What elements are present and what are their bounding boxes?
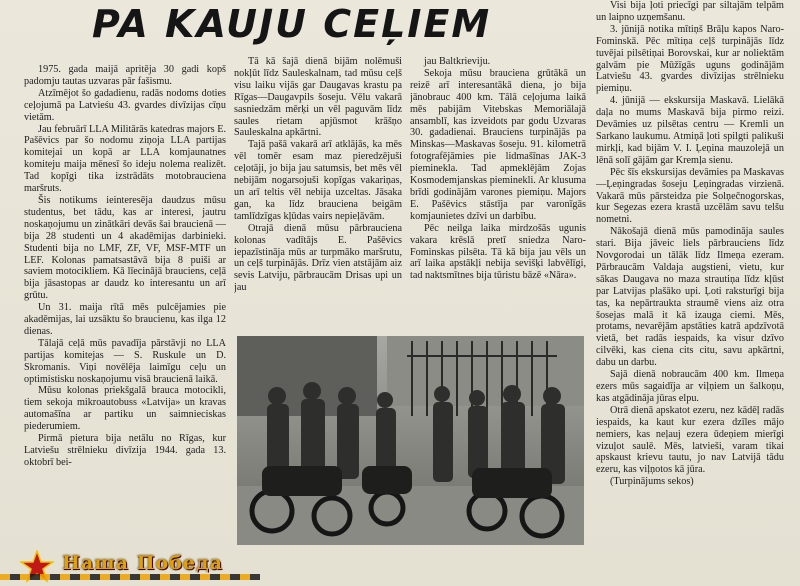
article-paragraph: Pēc neilga laika mirdzošās ugunis vakara krēslā pretī sniedza Naro-Fominskas pilsēta. Tā kā bija jau vēls un arī laika apstākļi nebija sevišķi labvēlīgi, tad naktsmītnes bija tūristu bāzē «Nāra». (410, 222, 586, 282)
article-paragraph: Un 31. maija rītā mēs pulcējamies pie akadēmijas, lai uzsāktu šo braucienu, kas ilga 12 dienas. (24, 302, 226, 337)
article-paragraph: Pirmā pietura bija netālu no Rīgas, kur Latviešu strēlnieku divīzija 1944. gada 13. oktobrī bei- (24, 433, 226, 468)
article-paragraph: Tajā pašā vakarā arī atklājās, ka mēs vēl tomēr esam maz pieredzējuši ceļotāji, jo bija jau satumsis, bet mēs vēl nebijām nogarsojuši kopīgas vakariņas, un arī teltis vēl nebija uzceltas. Jāsaka gan, ka līdz brauciena beigām tamlīdzīgas kļūdas vairs nepieļāvām. (234, 139, 402, 222)
article-paragraph: Pēc šīs ekskursijas devāmies pa Maskavas—Ļeņingradas šoseju Ļeņingradas virzienā. Vakarā mūs pārsteidza pie Solņečnogorskas, kur Segezas ezera krastā uzcēlām savu telšu nometni. (596, 166, 784, 226)
article-paragraph: Nākošajā dienā mūs pamodināja saules stari. Bija jāveic liels pārbrauciens līdz Novgorodai un tālāk līdz Ilmeņa ezeram. Pārbraucām Valdaja augstieni, vietu, kur sākas Daugava no maza strautiņa līdz kļūst par Latvijas plašāko upi. Ļoti raksturīgi bija tas, ka nepārtraukta straumē viens aiz otra šosejas malā it kā izauga ciemi. Mēs, protams, nevarējām apstāties katrā apdzīvotā vietā, bet radās iespaids, ka visur dzīvo cilvēki, kas ciena cits citu, savu apkārtni, dabu un darbu. (596, 226, 784, 369)
article-column-4 (596, 0, 784, 586)
logo-text: Наша Победа (62, 552, 223, 574)
article-paragraph: 4. jūnijā — ekskursija Maskavā. Lielākā daļa no mums Maskavā bija pirmo reizi. Devāmies uz pilsētas centru — Kremli un Sarkano laukumu. Atmiņā ļoti spilgti palikuši mirkļi, kad bijām V. I. Ļeņina mauzolejā un lēnā solī gājām gar Kremļa sienu. (596, 95, 784, 166)
motorcyclists-photo (237, 336, 584, 545)
article-paragraph: Tālajā ceļā mūs pavadīja pārstāvji no LLA partijas komitejas — S. Ruskule un D. Skromanis. Viņi novēlēja laimīgu ceļu un optimistisku noskaņojumu visā braucienā laikā. (24, 337, 226, 385)
article-paragraph: (Turpinājums sekos) (610, 476, 694, 488)
article-column-3 (410, 56, 586, 336)
article-paragraph: Otrajā dienā mūsu pārbrauciena kolonas vadītājs E. Pašēvics iepazīstināja mūs ar turpmāko maršrutu, un ceļš turpinājās. Drīz vien atstājām aiz sevis Latviju, pārbraucām Drisas upi un jau (234, 222, 402, 294)
article-paragraph: Otrā dienā apskatot ezeru, nez kādēļ radās iespaids, ka kaut kur ezera dzīles mājo nemiers, kas neļauj ezera ūdeņiem mierīgi vizuļot saulē. Mēs, latvieši, varam tikai apskaust krievu tautu, jo nav Latvijā tādu ezeru, kas viļņotos kā jūra. (596, 404, 784, 476)
st-george-ribbon (0, 574, 260, 580)
article-paragraph: Sekoja mūsu brauciena grūtākā un reizē arī interesantākā diena, jo bija jānobrauc 400 km. Tālā ceļojuma laikā mēs pabijām Vitebskas Memoriālajā ansamblī, kas izveidots par godu Uzvaras 30. gadadienai. Brauciens turpinājās pa Minskas—Maskavas šoseju. 91. kilometrā fotografējāmies pie lidmašīnas JAK-3 piemineklа. Tad apmeklējām Zojas Kosmodemjanskas pieminekli. Ar klusuma brīdi godinājām varones piemiņu. Majors E. Pašēvics stāstīja par varonīgās komjaunietes dzīvi un darbību. (410, 67, 586, 222)
article-headline: PA KAUJU CEĻIEM (92, 2, 492, 46)
article-paragraph: 3. jūnijā notika mītiņš Brāļu kapos Naro-Fominskā. Pēc mītiņa ceļš turpinājās līdz tuvējai pilsētiņai Borovskai, kur ar noliektām galvām pie Mūžīgās uguns godinājām Latviešu 43. gvardes divīzijas strēlnieku piemiņu. (596, 23, 784, 95)
article-paragraph: Mūsu kolonas priekšgalā brauca motocikli, tiem sekoja mikroautobuss «Latvija» un kravas automašīna ar partiku un saimnieciskas piederumiem. (24, 385, 226, 433)
article-paragraph: jau Baltkrieviju. (424, 56, 491, 67)
article-paragraph: Atzīmējot šo gadadienu, radās nodoms doties ceļojumā pa Latvieśu 43. gvardes divīzijas cīņu vietām. (24, 87, 226, 123)
article-paragraph: Visi bija ļoti priecīgi par siltajām telpām un laipno uzņemšanu. (596, 0, 784, 23)
article-paragraph: 1975. gada maijā apritēja 30 gadi kopš padomju tautas uzvaras pār fašismu. (24, 64, 226, 87)
article-paragraph: Sajā dienā nobraucām 400 km. Ilmeņa ezers mūs sagaidīja ar viļņiem un šalkoņu, kas atgādināja jūras elpu. (596, 369, 784, 404)
article-paragraph: Jau februārī LLA Militārās katedras majors E. Pašēvics par šo nodomu ziņoja LLA partijas komitejai un kopā ar LLA komjaunatnes komiteju maija mēnesī šo ideju nolema realizēt. Tad kopīgi tika izstrādāts motobrauciena maršruts. (24, 123, 226, 195)
photo-illustration (237, 336, 584, 545)
article-column-2 (234, 56, 402, 336)
watermark-logo (0, 548, 260, 586)
article-paragraph: Šis notikums ieinteresēja daudzus mūsu studentus, bet tādu, kas ar interesi, jautru noskaņojumu un zinātkāri devās šai braucienā — bija 28 studenti un 4 akadēmijas darbinieki. Studenti bija no LMF, ZF, VF, MSF-MTF un LEF. Kolonas pamatsastāvā bija 8 puiši ar saviem motocikliem. Kā līecinājā brauciens, ceļā bija jāsastopas ar daudz ko interesantu un arī grūtu. (24, 194, 226, 302)
article-column-1 (24, 64, 226, 584)
article-paragraph: Tā kā šajā dienā bijām nolēmuši nokļūt līdz Sauleskalnam, tad mūsu ceļš visu laiku vijās gar Daugavas krastu pa Rīgas—Daugavpils šoseju. Vēlu vakarā sasniedzām mērķi un vēl paguvām līdz saules rietam apjūsmot krāšņo Sauleskalna apkārtni. (234, 56, 402, 139)
